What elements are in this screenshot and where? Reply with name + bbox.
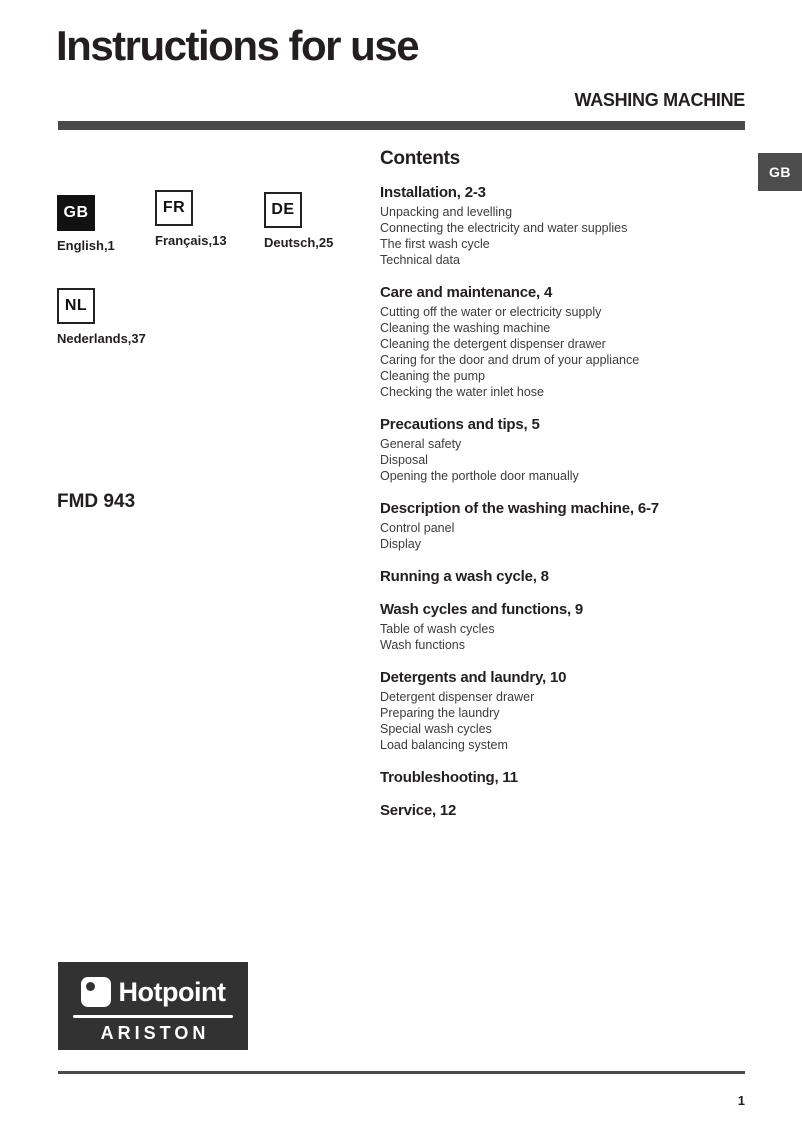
toc-item: Detergent dispenser drawer	[380, 690, 535, 704]
language-fr	[155, 190, 227, 248]
logo-divider	[73, 1015, 233, 1018]
language-label: English,1	[57, 238, 115, 253]
toc-item: The first wash cycle	[380, 237, 490, 251]
page-subtitle: WASHING MACHINE	[574, 90, 745, 110]
toc-item: Opening the porthole door manually	[380, 469, 579, 483]
toc-item: Preparing the laundry	[380, 706, 500, 720]
toc-item: Display	[380, 537, 421, 551]
toc-item: Cutting off the water or electricity supply	[380, 305, 602, 319]
toc-section	[380, 802, 758, 819]
language-badge-fr: FR	[155, 190, 193, 226]
toc-section-title: Service, 12	[380, 802, 457, 819]
brand-subname: ARISTON	[100, 1023, 210, 1043]
toc-item: Technical data	[380, 253, 460, 267]
toc-item: Wash functions	[380, 638, 465, 652]
hotpoint-square-icon	[81, 977, 111, 1007]
contents	[380, 148, 758, 835]
toc-item: General safety	[380, 437, 462, 451]
toc-section	[380, 601, 758, 653]
language-gb	[57, 195, 115, 253]
language-badge-nl: NL	[57, 288, 95, 324]
toc-section	[380, 184, 758, 268]
language-nl	[57, 288, 146, 346]
toc-section	[380, 416, 758, 484]
toc-item: Unpacking and levelling	[380, 205, 513, 219]
brand-logo-row	[58, 973, 248, 1011]
toc-section	[380, 284, 758, 400]
toc-section-title: Detergents and laundry, 10	[380, 669, 567, 686]
toc-section-title: Description of the washing machine, 6-7	[380, 500, 659, 517]
language-label: Deutsch,25	[264, 235, 334, 250]
toc-section	[380, 500, 758, 552]
toc-item: Special wash cycles	[380, 722, 492, 736]
contents-heading: Contents	[380, 148, 460, 169]
brand-logo	[58, 962, 248, 1050]
toc-section-title: Troubleshooting, 11	[380, 769, 518, 786]
toc-section-title: Care and maintenance, 4	[380, 284, 553, 301]
toc-section-title: Wash cycles and functions, 9	[380, 601, 584, 618]
toc-item: Load balancing system	[380, 738, 508, 752]
language-label: Nederlands,37	[57, 331, 146, 346]
language-badge-gb: GB	[57, 195, 95, 231]
language-badge-de: DE	[264, 192, 302, 228]
footer-rule	[58, 1071, 745, 1074]
language-de	[264, 192, 333, 250]
toc-item: Caring for the door and drum of your appliance	[380, 353, 640, 367]
toc-section	[380, 669, 758, 753]
toc-section-title: Installation, 2-3	[380, 184, 486, 201]
toc-item: Cleaning the pump	[380, 369, 485, 383]
toc-item: Control panel	[380, 521, 455, 535]
page-number: 1	[737, 1093, 745, 1108]
toc-item: Cleaning the washing machine	[380, 321, 551, 335]
toc-item: Table of wash cycles	[380, 622, 495, 636]
toc-section	[380, 769, 758, 786]
contents-sections	[380, 184, 758, 819]
language-label: Français,13	[155, 233, 227, 248]
page-title: Instructions for use	[56, 22, 419, 69]
model-number: FMD 943	[57, 491, 136, 512]
toc-section	[380, 568, 758, 585]
language-edge-tab: GB	[758, 153, 802, 191]
brand-name: Hotpoint	[118, 976, 226, 1007]
toc-item: Connecting the electricity and water supplies	[380, 221, 628, 235]
toc-item: Disposal	[380, 453, 428, 467]
header-rule	[58, 121, 745, 130]
toc-section-title: Precautions and tips, 5	[380, 416, 540, 433]
toc-section-title: Running a wash cycle, 8	[380, 568, 549, 585]
toc-item: Cleaning the detergent dispenser drawer	[380, 337, 606, 351]
toc-item: Checking the water inlet hose	[380, 385, 544, 399]
